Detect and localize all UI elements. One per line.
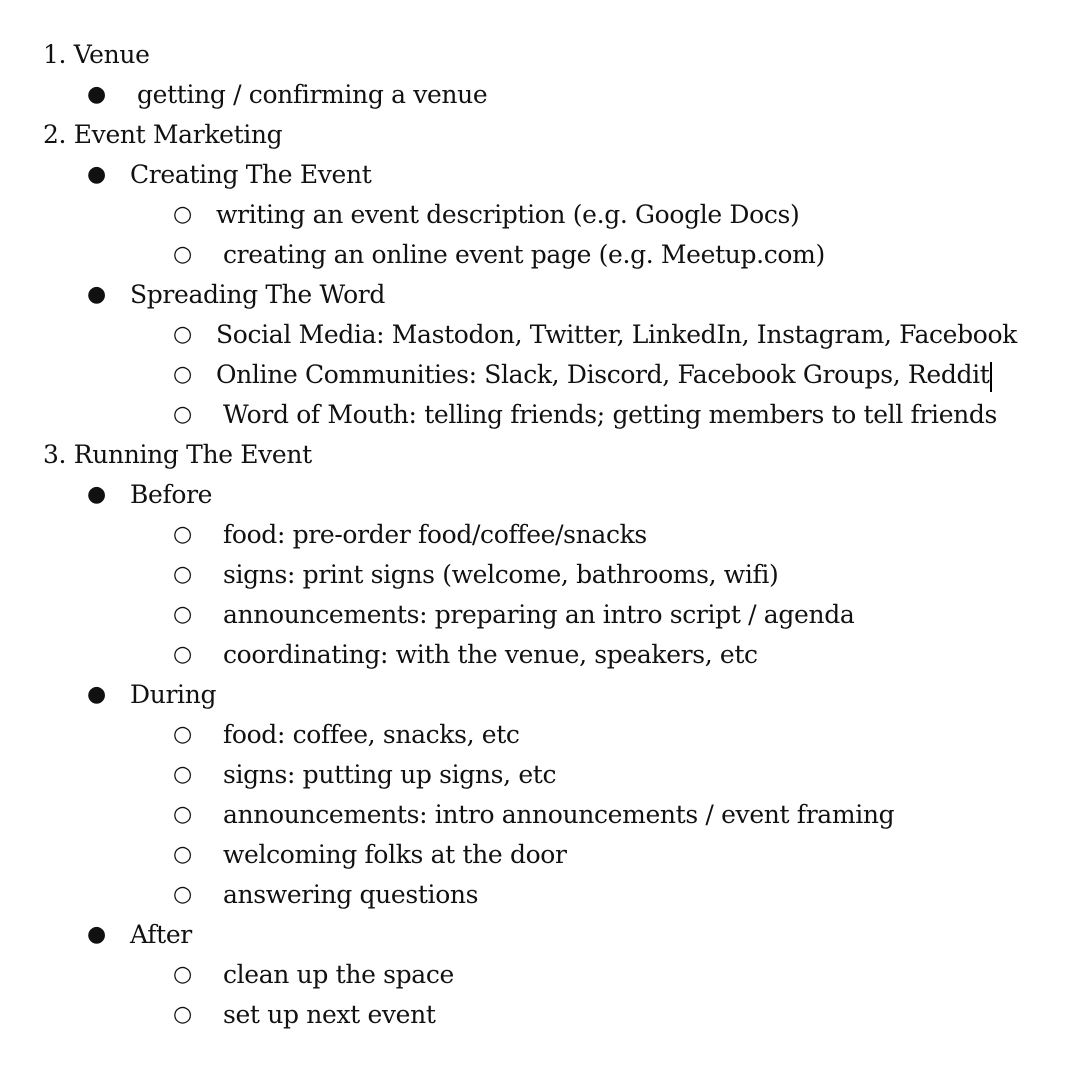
sub-list-item-text: set up next event [223, 1000, 436, 1029]
bullet-disc-icon: ● [87, 282, 106, 307]
bullet-circle-icon: ○ [173, 762, 192, 787]
bullet-circle-icon: ○ [173, 202, 192, 227]
sub-list-item-text: answering questions [223, 880, 479, 909]
bullet-circle-icon: ○ [173, 602, 192, 627]
sub-list-item-text: Word of Mouth: telling friends; getting members to tell friends [223, 400, 998, 429]
sub-list-item-text: creating an online event page (e.g. Meetup.com) [223, 240, 825, 269]
sub-list-item-text: clean up the space [223, 960, 454, 989]
bullet-disc-icon: ● [87, 922, 106, 947]
bullet-circle-icon: ○ [173, 642, 192, 667]
bullet-circle-icon: ○ [173, 562, 192, 587]
sub-list-item-text: Social Media: Mastodon, Twitter, LinkedIn, Instagram, Facebook [216, 320, 1017, 349]
bullet-circle-icon: ○ [173, 522, 192, 547]
bullet-circle-icon: ○ [173, 242, 192, 267]
list-item-text: getting / confirming a venue [137, 80, 488, 109]
list-item-text: After [130, 920, 192, 949]
sub-list-item-text: coordinating: with the venue, speakers, etc [223, 640, 758, 669]
bullet-circle-icon: ○ [173, 362, 192, 387]
bullet-circle-icon: ○ [173, 882, 192, 907]
bullet-circle-icon: ○ [173, 842, 192, 867]
list-item-text: Creating The Event [130, 160, 372, 189]
bullet-disc-icon: ● [87, 162, 106, 187]
sub-list-item-text: announcements: intro announcements / event framing [223, 800, 895, 829]
list-item-text: Spreading The Word [130, 280, 386, 309]
sub-list-item-text: announcements: preparing an intro script / agenda [223, 600, 855, 629]
bullet-circle-icon: ○ [173, 322, 192, 347]
sub-list-item-text: food: coffee, snacks, etc [223, 720, 520, 749]
list-item-text: During [130, 680, 217, 709]
document-body[interactable]: 1. Venue ● getting / confirming a venue 2. Event Marketing ● Creating The Event ○ writing an event description (e.g. Google Docs) ○ creating an online event page (e.g. Meetup.com) ● Spreading The Word ○ Social Media: Mastodon, Twitter, LinkedIn, Instagram, Facebook ○ Online Communities: Slack, Discord, Facebook Groups, Reddit ○ Word of Mouth: telling friends; getting members to tell friends 3. Running The Event ● Before ○ food: pre-order food/coffee/snacks ○ signs: print signs (welcome, bathrooms, wifi) ○ announcements: preparing an intro script / agenda ○ coordinating: with the venue, speakers, etc ● During ○ food: coffee, snacks, etc ○ signs: putting up signs, etc ○ announcements: intro announcements / event framing ○ welcoming folks at the door ○ answering questions ● After ○ clean up the space ○ set up next event [0, 0, 1070, 1090]
bullet-circle-icon: ○ [173, 1002, 192, 1027]
section-number: 1. Venue [43, 40, 150, 69]
sub-list-item-text: signs: print signs (welcome, bathrooms, wifi) [223, 560, 779, 589]
bullet-circle-icon: ○ [173, 962, 192, 987]
sub-list-item-text: writing an event description (e.g. Google Docs) [216, 200, 800, 229]
bullet-disc-icon: ● [87, 482, 106, 507]
list-item-text: Before [130, 480, 213, 509]
sub-list-item-text: food: pre-order food/coffee/snacks [223, 520, 647, 549]
sub-list-item-text: signs: putting up signs, etc [223, 760, 557, 789]
bullet-disc-icon: ● [87, 82, 106, 107]
bullet-disc-icon: ● [87, 682, 106, 707]
bullet-circle-icon: ○ [173, 802, 192, 827]
text-cursor [990, 362, 992, 392]
sub-list-item-text: welcoming folks at the door [223, 840, 567, 869]
bullet-circle-icon: ○ [173, 402, 192, 427]
sub-list-item-text: Online Communities: Slack, Discord, Facebook Groups, Reddit [216, 355, 992, 395]
bullet-circle-icon: ○ [173, 722, 192, 747]
